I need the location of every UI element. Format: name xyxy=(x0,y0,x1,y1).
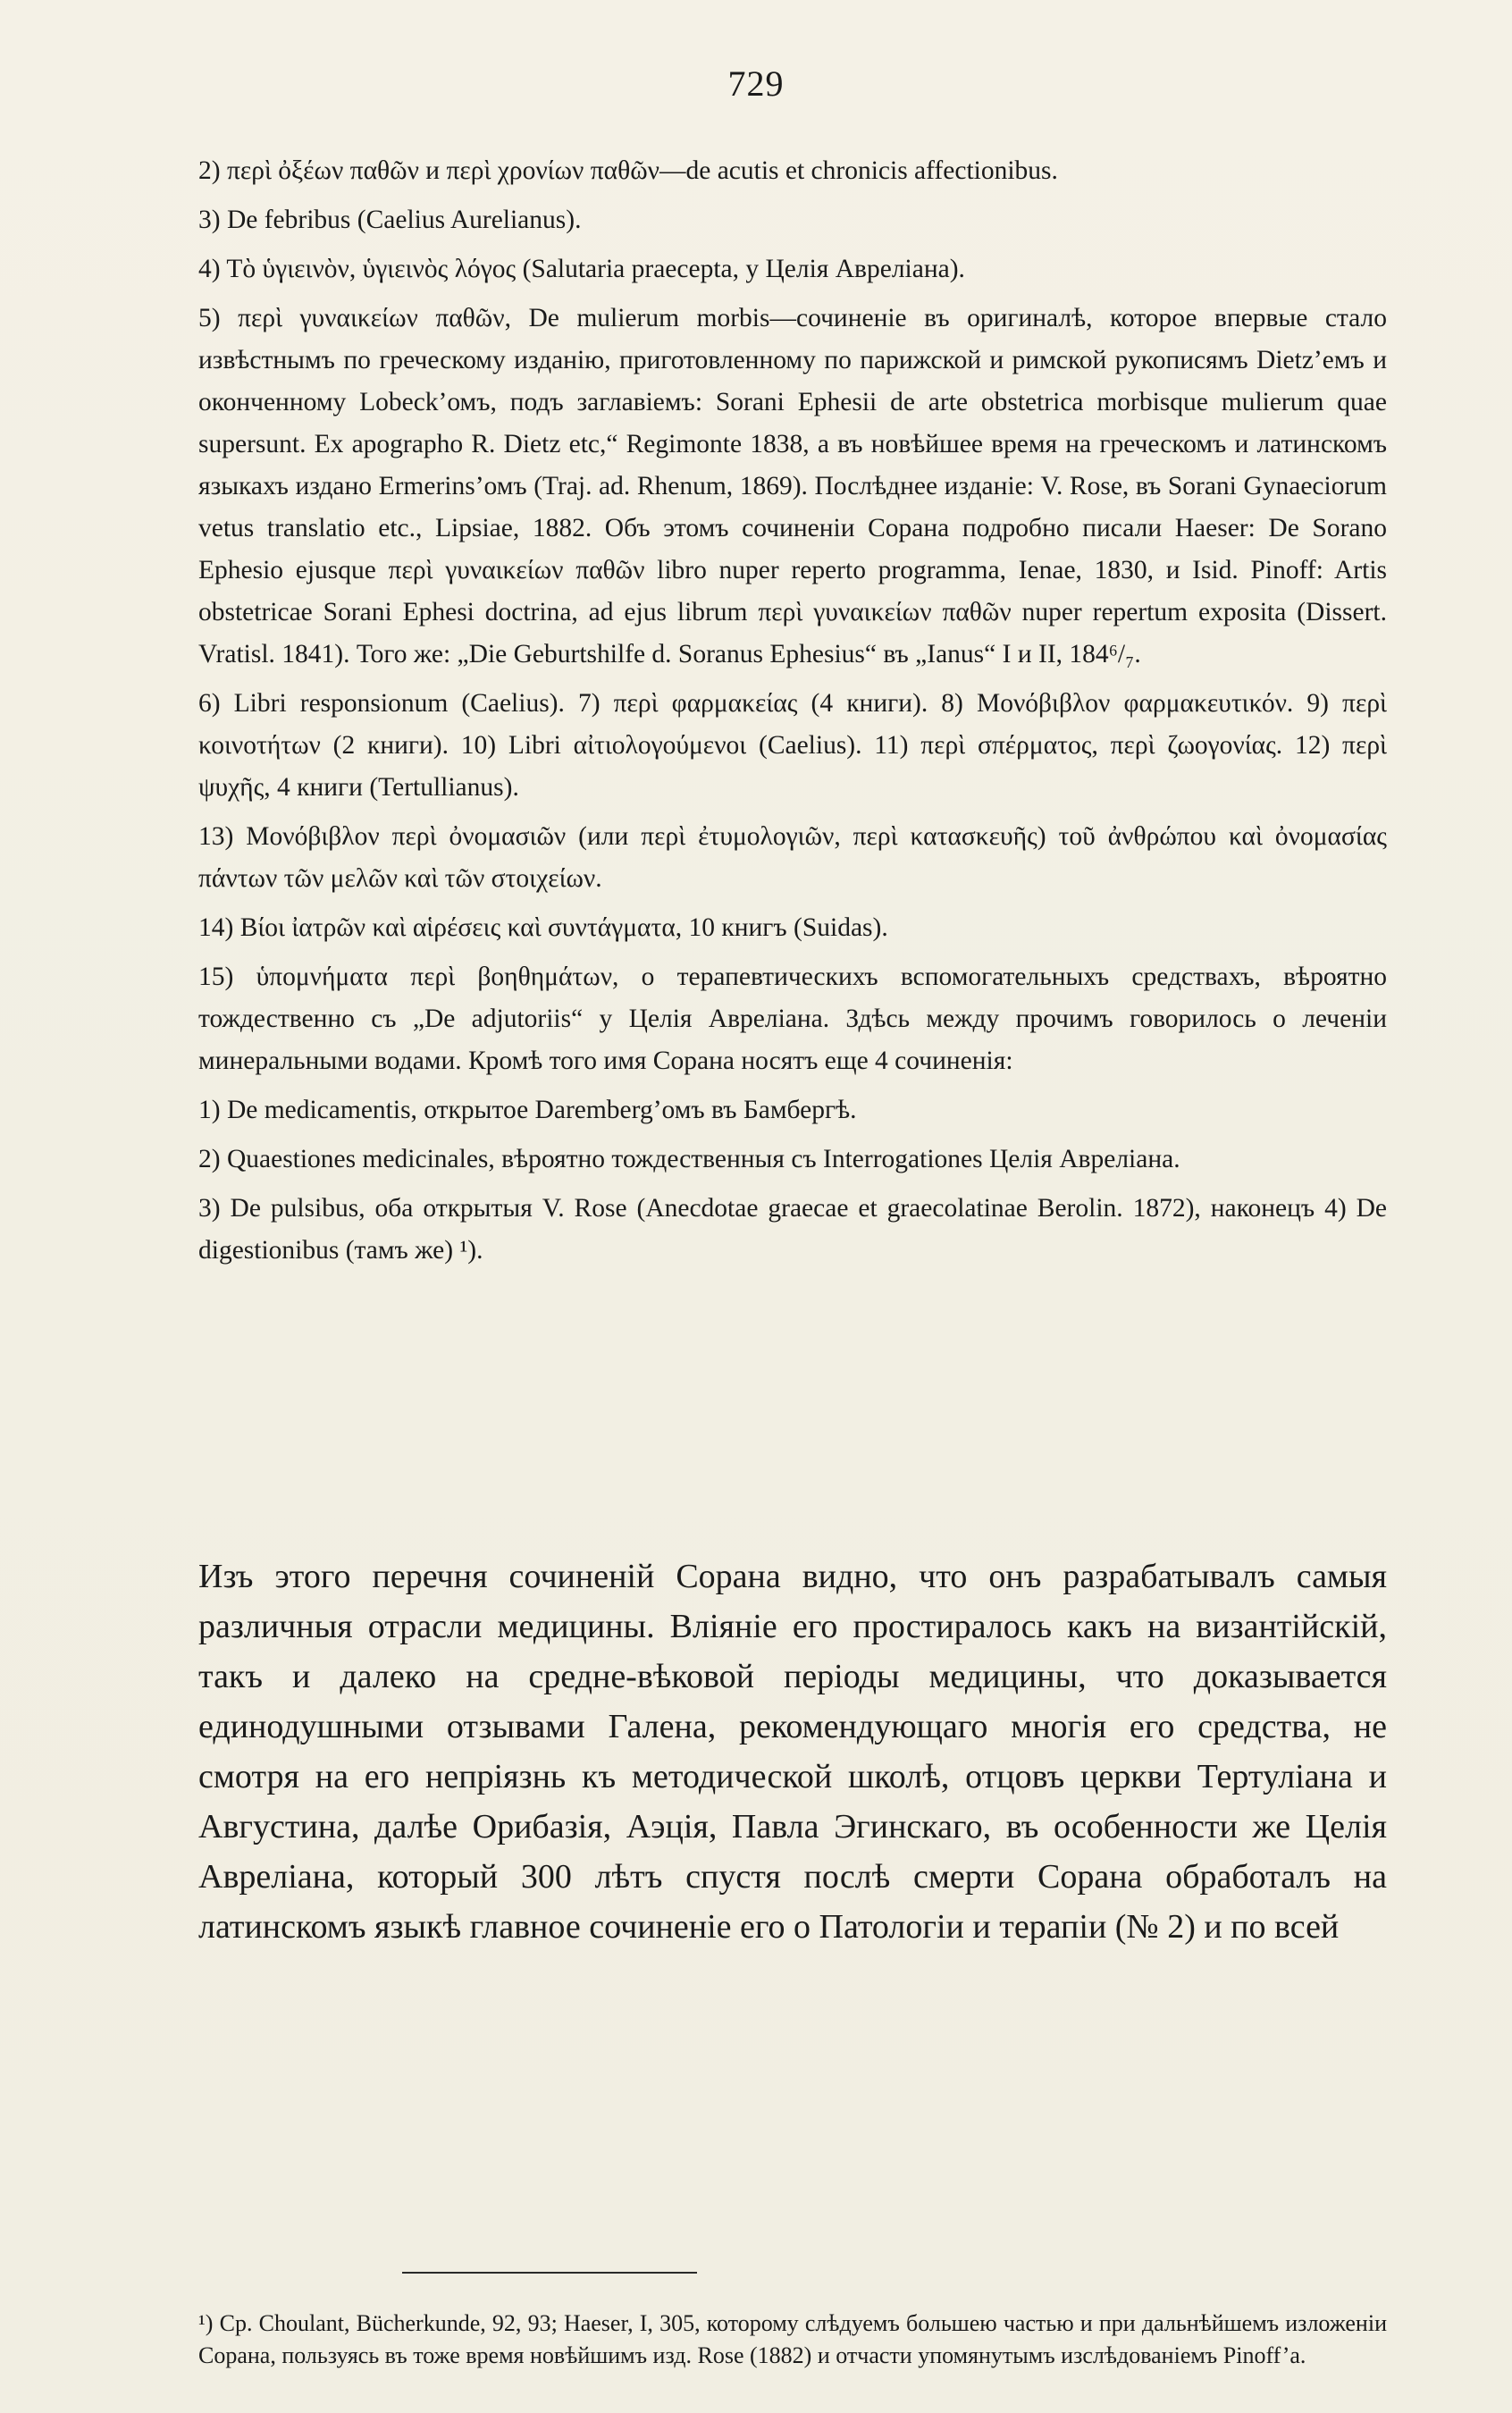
main-paragraph: Изъ этого перечня сочиненій Сорана видно, что онъ разрабатывалъ самыя различныя отрасли медицины. Вліяніе его простиралось какъ на византійскій, такъ и далеко на средне-вѣковой періоды медицины, что доказывается единодушными отзывами Галена, рекомендующаго многія его средства, не смотря на его непріязнь къ методической школѣ, отцовъ церкви Тертуліана и Августина, далѣе Орибазія, Аэція, Павла Эгинскаго, въ особенности же Целія Авреліана, который 300 лѣтъ спустя послѣ смерти Сорана обработалъ на латинскомъ языкѣ главное сочиненіе его о Патологіи и терапіи (№ 2) и по всей xyxy=(198,1558,1387,1946)
footnote-divider xyxy=(402,2272,697,2274)
list-item: 4) Τὸ ὑγιεινὸν, ὑγιεινὸς λόγος (Salutaria praecepta, у Целія Авреліана). xyxy=(198,255,965,283)
list-item: 2) περὶ ὀξέων παθῶν и περὶ χρονίων παθῶν—de acutis et chronicis affectionibus. xyxy=(198,156,1058,185)
list-item: 3) De febribus (Caelius Aurelianus). xyxy=(198,206,582,234)
list-item: 3) De pulsibus, оба открытыя V. Rose (Anecdotae graecae et graecolatinae Berolin. 1872), наконецъ 4) De digestionibus (тамъ же) ¹). xyxy=(198,1194,1387,1265)
list-item: 14) Βίοι ἰατρῶν καὶ αἱρέσεις καὶ συντάγματα, 10 книгъ (Suidas). xyxy=(198,913,888,942)
page-number: 729 xyxy=(727,63,785,104)
works-list xyxy=(198,150,1387,1279)
list-item: 5) περὶ γυναικείων παθῶν, De mulierum morbis—сочиненіе въ оригиналѣ, которое впервые стало извѣстнымъ по греческому изданію, приготовленному по парижской и римской рукописямъ Dietz’емъ и оконченному Lobeck’омъ, подъ заглавіемъ: Sorani Ephesii de arte obstetrica morbisque mulierum quae supersunt. Ex apographo R. Dietz etc,“ Regimonte 1838, а въ новѣйшее время на греческомъ и латинскомъ языкахъ издано Ermerins’омъ (Traj. ad. Rhenum, 1869). Послѣднее изданіе: V. Rose, въ Sorani Gynaeciorum vetus translatio etc., Lipsiae, 1882. Объ этомъ сочиненіи Сорана подробно писали Haeser: De Sorano Ephesio ejusque περὶ γυναικείων παθῶν libro nuper reperto programma, Ienae, 1830, и Isid. Pinoff: Artis obstetricae Sorani Ephesi doctrina, ad ejus librum περὶ γυναικείων παθῶν nuper repertum exposita (Dissert. Vratisl. 1841). Того же: „Die Geburtshilfe d. Soranus Ephesius“ въ „Ianus“ I и II, 184⁶/₇. xyxy=(198,304,1387,668)
footnote-text: ¹) Ср. Choulant, Bücherkunde, 92, 93; Haeser, I, 305, которому слѣдуемъ большею частью и при дальнѣйшемъ изложеніи Сорана, пользуясь въ тоже время новѣйшимъ изд. Rose (1882) и отчасти упомянутымъ изслѣдованіемъ Pinoff’а. xyxy=(198,2310,1387,2368)
list-item: 2) Quaestiones medicinales, вѣроятно тождественныя съ Interrogationes Целія Авреліана. xyxy=(198,1145,1180,1173)
footnote xyxy=(198,2308,1387,2372)
list-item: 15) ὑπομνήματα περὶ βοηθημάτων, о терапевтическихъ вспомогательныхъ средствахъ, вѣроятно тождественно съ „De adjutoriis“ у Целія Авреліана. Здѣсь между прочимъ говорилось о леченіи минеральными водами. Кромѣ того имя Сорана носятъ еще 4 сочиненія: xyxy=(198,963,1387,1075)
list-item: 6) Libri responsionum (Caelius). 7) περὶ φαρμακείας (4 книги). 8) Μονόβιβλον φαρμακευτικόν. 9) περὶ κοινοτήτων (2 книги). 10) Libri αἰτιολογούμενοι (Caelius). 11) περὶ σπέρματος, περὶ ζωογονίας. 12) περὶ ψυχῆς, 4 книги (Tertullianus). xyxy=(198,689,1387,802)
list-item: 1) De medicamentis, открытое Daremberg’омъ въ Бамбергѣ. xyxy=(198,1096,857,1124)
main-text xyxy=(198,1551,1387,1952)
list-item: 13) Μονόβιβλον περὶ ὀνομασιῶν (или περὶ ἐτυμολογιῶν, περὶ κατασκευῆς) τοῦ ἀνθρώπου καὶ ὀνομασίας πάντων τῶν μελῶν καὶ τῶν στοιχείων. xyxy=(198,822,1387,893)
